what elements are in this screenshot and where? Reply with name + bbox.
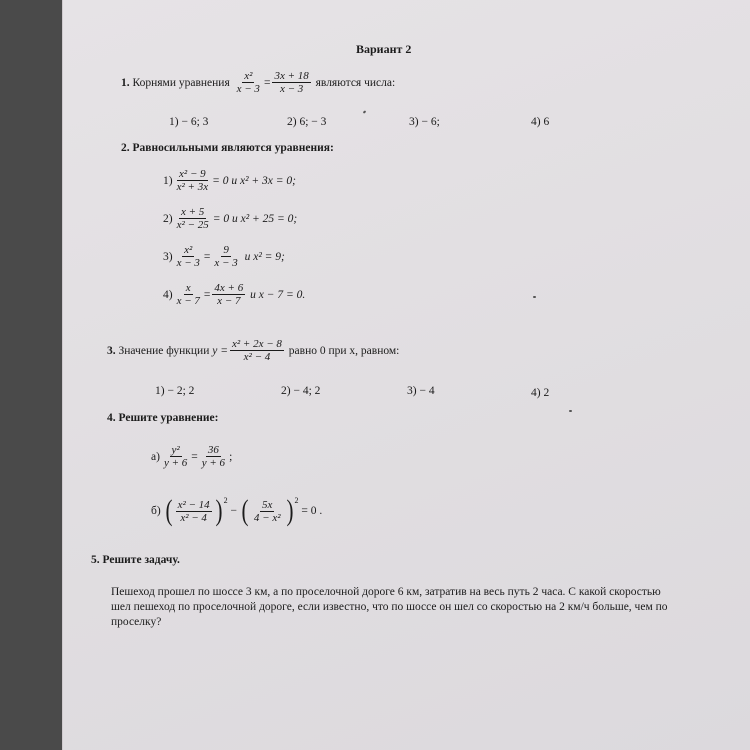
q4-a-den: y + 6 [163,457,188,469]
q1-lhs-fraction [235,70,262,95]
q2-item-1-den: x² + 3x [176,181,209,193]
q2-header: 2. Равносильными являются уравнения: [121,142,334,154]
q2-item-3-fraction-a [175,244,202,269]
q2-item-1-num: x² − 9 [179,168,206,180]
q2-item-4-num: x [185,282,191,294]
q1-lead: Корнями уравнения [132,76,230,89]
q3-den: x² − 4 [243,351,271,363]
q2-item-2-num: x + 5 [180,206,205,218]
q4-b-fraction-right [252,499,283,524]
q5-header: 5. Решите задачу. [91,554,180,566]
question-1: 1. Корнями уравнения $\frac{\text{x²}}{x - 3}$ = $\frac{3x + 18}{x - 3}$ являются числа: [121,70,396,95]
q4-b-num: x² − 14 [177,498,210,511]
q1-option-4: 4) 6 [531,116,550,128]
q2-item-2 [163,206,297,231]
q4-b-num2: 5x [262,498,273,511]
q1-rhs-den: x − 3 [279,83,304,95]
q3-tail: равно 0 при x, равном: [288,344,400,357]
q2-item-4-label: 4) [163,288,173,301]
q2-item-1-label: 1) [163,174,173,187]
q4-part-b: б) ( $\frac{\text{x² − 14}}{\text{x² − 4}}$ ) $^2$ − ( $\frac{5x}{\text{4 − x²}}$ ) $^2$ = 0 . [151,494,323,527]
q4-b-den2: 4 − x² [253,511,281,524]
q4-b-paren-close-2: ) [286,494,294,527]
q2-item-3: 3) $\frac{\text{x²}}{x - 3}$ = $\frac{9}{x - 3}$ и x² = 9; [163,244,285,269]
q2-item-4-fraction-a [175,282,202,307]
q1-number: 1. [121,76,130,89]
q2-item-4-fraction-b [212,282,245,307]
q4-b-fraction-left [176,499,212,524]
q2-item-4-num2: 4x + 6 [214,282,244,294]
q3-option-4: 4) 2 [531,387,550,399]
q4-part-a: а) $\frac{\text{y²}}{y + 6}$ = $\frac{36}{y + 6}$ ; [151,444,233,469]
q1-tail: являются числа: [315,76,396,89]
pencil-mark [363,110,367,113]
q1-option-2: 2) 6; − 3 [287,116,327,128]
q4-a-end: ; [229,450,233,463]
q2-item-3-den: x − 3 [176,257,200,269]
q2-item-3-label: 3) [163,250,173,263]
question-3 [107,338,399,363]
q2-item-3-fraction-b [212,244,239,269]
q2-item-3-rest: и x² = 9; [244,250,285,263]
q2-item-1-fraction [175,168,211,193]
q2-item-1-rest: = 0 и x² + 3x = 0; [212,174,296,187]
q4-b-den: x² − 4 [180,511,207,524]
q4-a-num: y² [171,444,180,456]
q4-a-num2: 36 [207,444,219,456]
q2-item-3-num: x² [184,244,193,256]
q4-a-label: а) [151,450,160,463]
q2-item-2-rest: = 0 и x² + 25 = 0; [212,212,298,225]
q5-body: Пешеход прошел по шоссе 3 км, а по проселочной дороге 6 км, затратив на весь путь 2 часа. С какой скоростью шел пешеход по проселочной дороге, если известно, что по шоссе он шел со скоростью на 2 км/ч больше, чем по проселку? [111,586,668,628]
q1-lhs-den: x − 3 [236,83,260,95]
q2-item-2-den: x² − 25 [176,219,209,231]
pencil-mark [569,410,572,412]
q4-b-paren-open-2: ( [241,494,249,527]
q4-a-fraction-right [200,444,227,469]
q3-y-eq: y = [212,344,228,357]
paper-sheet [62,0,750,750]
q1-rhs-num: 3x + 18 [274,70,309,82]
q2-item-1 [163,168,296,193]
q1-rhs-fraction [272,70,310,95]
q4-b-paren-open-1: ( [165,494,173,527]
q3-num: x² + 2x − 8 [231,338,282,350]
q2-item-3-num2: 9 [223,244,229,256]
q1-option-1: 1) − 6; 3 [169,116,209,128]
q4-b-end: = 0 . [301,505,323,517]
q2-item-4: 4) $\frac{x}{x - 7}$ = $\frac{4x + 6}{x - 7}$ и x − 7 = 0. [163,282,306,307]
q2-item-3-den2: x − 3 [214,257,238,269]
q1-option-3: 3) − 6; [409,116,440,128]
pencil-mark [533,296,536,298]
q3-option-3: 3) − 4 [407,385,435,397]
variant-title: Вариант 2 [356,42,412,56]
q2-item-4-den: x − 7 [176,295,200,307]
q3-option-2: 2) − 4; 2 [281,385,321,397]
q2-item-4-rest: и x − 7 = 0. [250,288,306,301]
q3-number: 3. [107,344,116,357]
q1-lhs-num: x² [244,70,253,82]
q3-option-1: 1) − 2; 2 [155,385,195,397]
q3-fraction [230,338,284,363]
q2-item-4-den2: x − 7 [217,295,241,307]
q4-b-label: б) [151,505,161,517]
q3-lead: Значение функции [118,344,210,357]
q4-b-paren-close-1: ) [215,494,223,527]
q4-a-fraction-left [162,444,189,469]
q2-item-2-label: 2) [163,212,173,225]
q4-a-den2: y + 6 [201,457,226,469]
q2-item-2-fraction [175,206,211,231]
q4-header: 4. Решите уравнение: [107,412,219,424]
